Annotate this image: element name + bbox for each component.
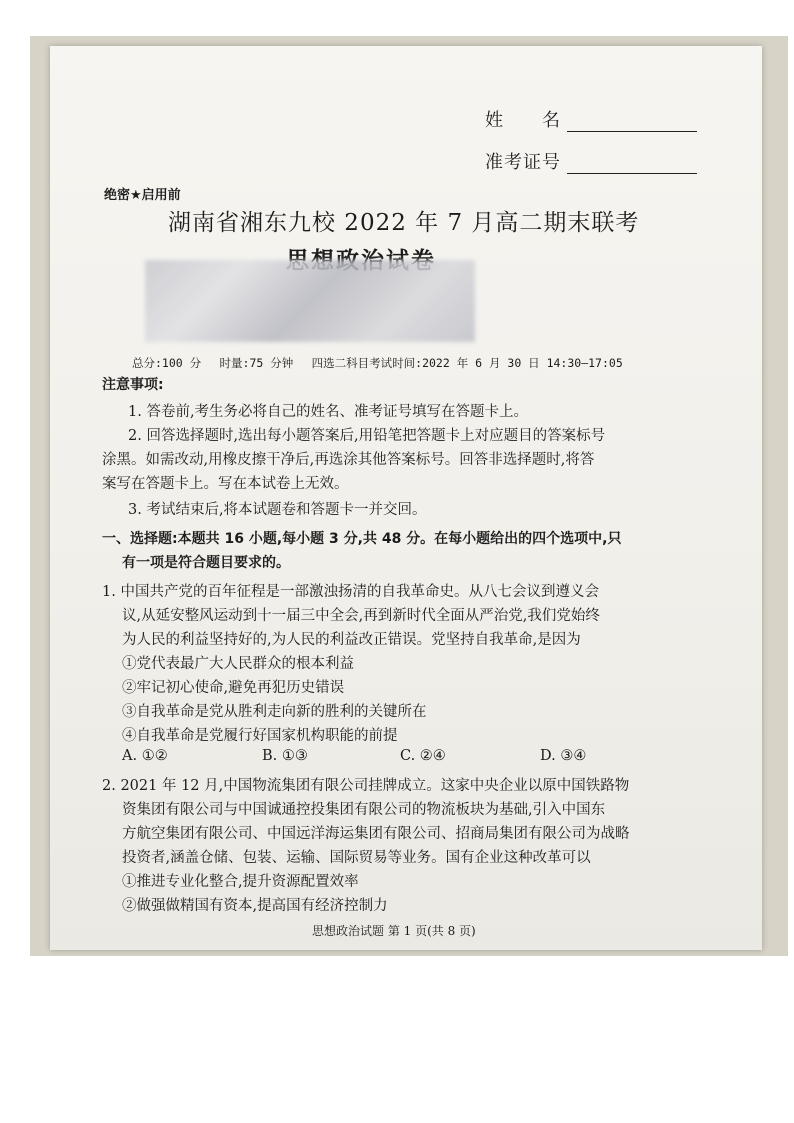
exam-paper (50, 46, 762, 950)
exam-id-field (485, 148, 697, 174)
q1-option: ②牢记初心使命,避免再犯历史错误 (122, 680, 345, 696)
q1-choice-d: D. ③④ (540, 748, 587, 764)
exam-id-label: 准考证号 (485, 152, 561, 173)
q1-stem-line: 为人民的利益坚持好的,为人民的利益改正错误。党坚持自我革命,是因为 (122, 632, 581, 648)
secret-label: 绝密★启用前 (104, 188, 181, 203)
notice-item: 案写在答题卡上。写在本试卷上无效。 (102, 476, 349, 492)
section-heading-cont: 有一项是符合题目要求的。 (122, 555, 290, 571)
notice-item: 1. 答卷前,考生务必将自己的姓名、准考证号填写在答题卡上。 (128, 404, 529, 420)
q1-option: ③自我革命是党从胜利走向新的胜利的关键所在 (122, 704, 427, 720)
name-underline (567, 113, 697, 132)
q1-stem-line: 1. 中国共产党的百年征程是一部激浊扬清的自我革命史。从八七会议到遵义会 (102, 584, 599, 600)
exam-id-underline (567, 155, 697, 174)
notice-item: 3. 考试结束后,将本试题卷和答题卡一并交回。 (128, 502, 427, 518)
q2-stem-line: 2. 2021 年 12 月,中国物流集团有限公司挂牌成立。这家中央企业以原中国铁路物 (102, 778, 630, 794)
photo-background (30, 36, 788, 956)
q2-stem-line: 资集团有限公司与中国诚通控投集团有限公司的物流板块为基础,引入中国东 (122, 802, 606, 818)
q1-choice-c: C. ②④ (400, 748, 446, 764)
name-label: 姓 名 (485, 110, 561, 131)
exam-title: 湖南省湘东九校 2022 年 7 月高二期末联考 (168, 210, 640, 236)
q2-stem-line: 方航空集团有限公司、中国远洋海运集团有限公司、招商局集团有限公司为战略 (122, 826, 630, 842)
name-field (485, 106, 697, 132)
q1-choice-b: B. ①③ (262, 748, 308, 764)
q2-option: ①推进专业化整合,提升资源配置效率 (122, 874, 359, 890)
q1-stem-line: 议,从延安整风运动到十一届三中全会,再到新时代全面从严治党,我们党始终 (122, 608, 600, 624)
blurred-region (145, 260, 475, 342)
page-footer: 思想政治试题 第 1 页(共 8 页) (312, 924, 476, 938)
notice-heading: 注意事项: (102, 377, 164, 393)
exam-meta: 总分:100 分 时量:75 分钟 四选二科目考试时间:2022 年 6 月 30 日 14:30—17:05 (132, 356, 623, 370)
q1-choice-a: A. ①② (122, 748, 168, 764)
section-heading: 一、选择题:本题共 16 小题,每小题 3 分,共 48 分。在每小题给出的四个选项中,只 (102, 531, 622, 547)
notice-item: 涂黑。如需改动,用橡皮擦干净后,再选涂其他答案标号。回答非选择题时,将答 (102, 452, 595, 468)
q2-stem-line: 投资者,涵盖仓储、包装、运输、国际贸易等业务。国有企业这种改革可以 (122, 850, 591, 866)
q2-option: ②做强做精国有资本,提高国有经济控制力 (122, 898, 388, 914)
notice-item: 2. 回答选择题时,选出每小题答案后,用铅笔把答题卡上对应题目的答案标号 (128, 428, 606, 444)
q1-option: ①党代表最广大人民群众的根本利益 (122, 656, 354, 672)
q1-option: ④自我革命是党履行好国家机构职能的前提 (122, 728, 398, 744)
